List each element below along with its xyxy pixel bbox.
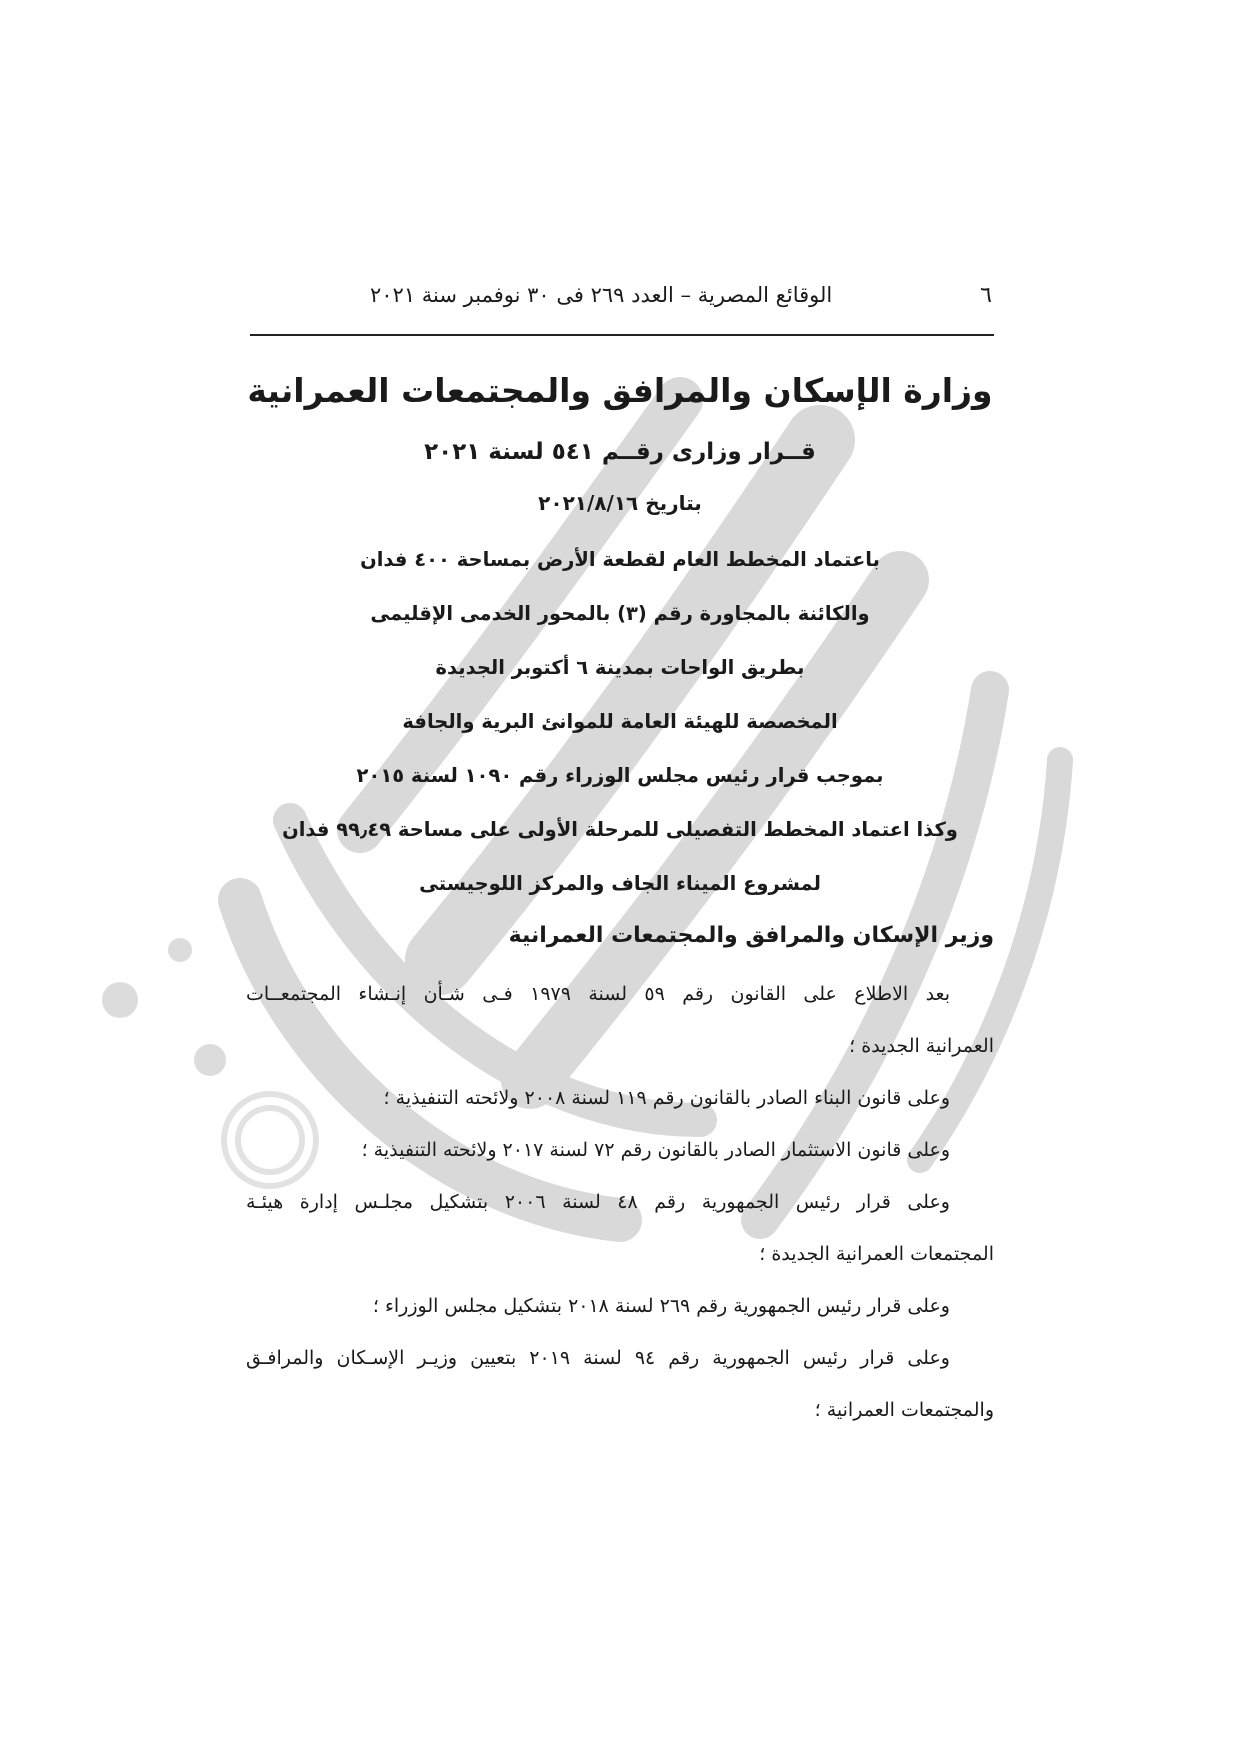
preamble-line: والمجتمعات العمرانية ؛ <box>814 1399 994 1421</box>
decree-subject-line: والكائنة بالمجاورة رقم (٣) بالمحور الخدمى الإقليمى <box>370 602 870 625</box>
preamble-line: العمرانية الجديدة ؛ <box>849 1035 994 1057</box>
decree-subject-line: بموجب قرار رئيس مجلس الوزراء رقم ١٠٩٠ لسنة ٢٠١٥ <box>356 764 884 787</box>
page-number: ٦ <box>980 283 992 308</box>
ministry-title: وزارة الإسكان والمرافق والمجتمعات العمرانية <box>247 371 993 410</box>
decree-subject-line: وكذا اعتماد المخطط التفصيلى للمرحلة الأولى على مساحة ٩٩٫٤٩ فدان <box>282 818 958 841</box>
decree-subject-line: باعتماد المخطط العام لقطعة الأرض بمساحة ٤٠٠ فدان <box>360 548 880 571</box>
preamble-line: وعلى قانون البناء الصادر بالقانون رقم ١١٩ لسنة ٢٠٠٨ ولائحته التنفيذية ؛ <box>383 1087 950 1109</box>
decree-number: قــرار وزارى رقــم ٥٤١ لسنة ٢٠٢١ <box>424 439 816 465</box>
header-divider <box>250 334 994 336</box>
preamble-line: المجتمعات العمرانية الجديدة ؛ <box>759 1243 994 1265</box>
decree-subject-line: لمشروع الميناء الجاف والمركز اللوجيستى <box>419 872 821 895</box>
preamble-line: وعلى قرار رئيس الجمهورية رقم ٢٦٩ لسنة ٢٠١٨ بتشكيل مجلس الوزراء ؛ <box>372 1295 950 1317</box>
decree-subject-line: بطريق الواحات بمدينة ٦ أكتوبر الجديدة <box>435 656 805 679</box>
gazette-issue-title: الوقائع المصرية – العدد ٢٦٩ فى ٣٠ نوفمبر سنة ٢٠٢١ <box>370 283 833 307</box>
preamble-line: وعلى قرار رئيس الجمهورية رقم ٩٤ لسنة ٢٠١٩ بتعيين وزيـر الإسـكان والمرافـق <box>246 1347 950 1369</box>
preamble-line: وعلى قرار رئيس الجمهورية رقم ٤٨ لسنة ٢٠٠٦ بتشكيل مجلـس إدارة هيئـة <box>246 1191 950 1213</box>
running-header <box>252 283 992 323</box>
minister-heading: وزير الإسكان والمرافق والمجتمعات العمرانية <box>508 923 994 948</box>
preamble-line: وعلى قانون الاستثمار الصادر بالقانون رقم ٧٢ لسنة ٢٠١٧ ولائحته التنفيذية ؛ <box>361 1139 950 1161</box>
decree-date: بتاريخ ٢٠٢١/٨/١٦ <box>538 491 702 515</box>
preamble-line: بعد الاطلاع على القانون رقم ٥٩ لسنة ١٩٧٩ فـى شـأن إنـشاء المجتمعــات <box>246 983 951 1005</box>
decree-subject-line: المخصصة للهيئة العامة للموانئ البرية والجافة <box>402 710 838 733</box>
